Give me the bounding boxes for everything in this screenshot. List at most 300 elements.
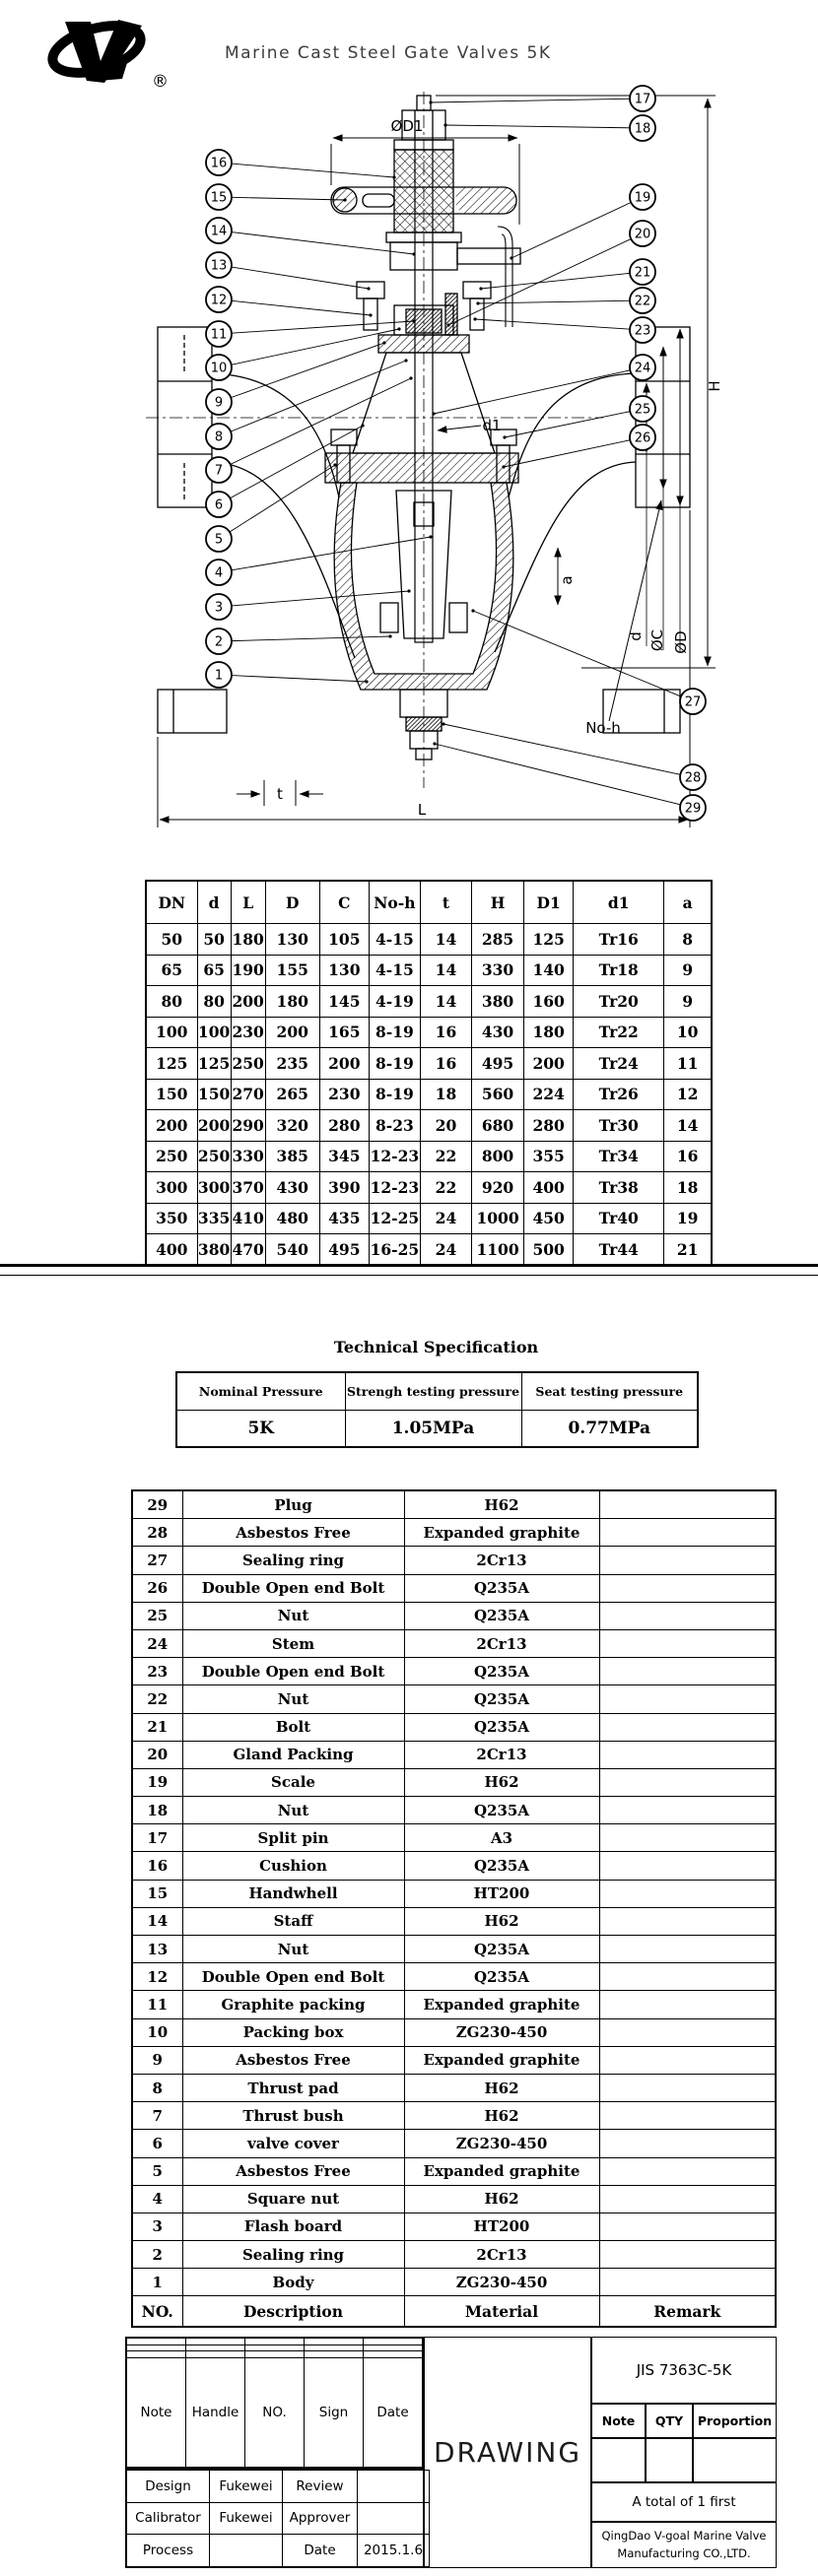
- dimension-row-cell: 230: [231, 1017, 265, 1048]
- gland-flange: [378, 335, 469, 353]
- parts-row-cell: 3: [132, 2213, 182, 2240]
- dimension-row-cell: 380: [197, 1234, 231, 1266]
- dimension-row-cell: 24: [420, 1203, 471, 1234]
- parts-row-cell: 1: [132, 2269, 182, 2296]
- dimension-row-cell: 8-19: [369, 1079, 420, 1110]
- parts-row-cell: Q235A: [404, 1713, 599, 1741]
- parts-row-cell: 19: [132, 1768, 182, 1796]
- dimension-row-cell: 200: [197, 1110, 231, 1142]
- dimension-row-cell: 14: [420, 955, 471, 986]
- parts-footer-row-cell: NO.: [132, 2296, 182, 2328]
- parts-row: [132, 1768, 776, 1796]
- dim-label-ØC: ØC: [648, 628, 666, 652]
- dimension-row-cell: 345: [319, 1141, 369, 1172]
- callout-number: 17: [634, 92, 651, 107]
- dimension-row-cell: 920: [472, 1172, 524, 1204]
- parts-row: [132, 1629, 776, 1657]
- callout-number: 6: [214, 497, 224, 513]
- parts-row-cell: 12: [132, 1963, 182, 1991]
- parts-footer-row-cell: Description: [182, 2296, 404, 2328]
- dimension-row: [146, 986, 712, 1018]
- dimension-row-cell: 480: [265, 1203, 319, 1234]
- dimension-row-cell: 330: [231, 1141, 265, 1172]
- dimension-row-cell: 390: [319, 1172, 369, 1204]
- spec-value-row-cell: 1.05MPa: [345, 1411, 521, 1448]
- dimension-row-cell: 160: [524, 986, 574, 1018]
- dimension-row-cell: 16: [664, 1141, 712, 1172]
- callout-number: 14: [210, 224, 228, 239]
- dimension-row-cell: 370: [231, 1172, 265, 1204]
- dimension-row-cell: 4-15: [369, 955, 420, 986]
- title-block-sign-row-cell: [358, 2471, 430, 2503]
- dimension-table: [145, 880, 713, 1267]
- parts-row: [132, 1490, 776, 1519]
- parts-row-cell: Q235A: [404, 1574, 599, 1602]
- parts-list-body: [132, 1490, 776, 2327]
- dimension-row-cell: 300: [197, 1172, 231, 1204]
- parts-row-cell: [599, 1768, 776, 1796]
- dimension-row-cell: 200: [146, 1110, 197, 1142]
- dimension-row-cell: 8-23: [369, 1110, 420, 1142]
- parts-row-cell: [599, 2018, 776, 2046]
- callout-number: 8: [214, 429, 224, 445]
- dimension-row-cell: 280: [319, 1110, 369, 1142]
- parts-row: [132, 1602, 776, 1629]
- spec-table-body: [176, 1411, 698, 1448]
- parts-row-cell: [599, 1547, 776, 1574]
- spec-header-row-cell: Nominal Pressure: [176, 1372, 345, 1411]
- parts-row-cell: ZG230-450: [404, 2018, 599, 2046]
- parts-row-cell: 2Cr13: [404, 2241, 599, 2269]
- parts-row-cell: 15: [132, 1880, 182, 1907]
- parts-row: [132, 1685, 776, 1713]
- dimension-row-cell: Tr16: [574, 924, 664, 956]
- dimension-row-cell: 4-19: [369, 986, 420, 1018]
- dimension-row-cell: 8-19: [369, 1048, 420, 1080]
- parts-row: [132, 1797, 776, 1824]
- dimension-row-cell: 350: [146, 1203, 197, 1234]
- dimension-row-cell: 4-15: [369, 924, 420, 956]
- parts-row: [132, 1824, 776, 1852]
- title-block-sign-row-cell: [210, 2535, 283, 2567]
- parts-row-cell: Asbestos Free: [182, 2046, 404, 2074]
- dimension-row-cell: 270: [231, 1079, 265, 1110]
- parts-row-cell: Asbestos Free: [182, 1519, 404, 1547]
- dimension-row-cell: 495: [472, 1048, 524, 1080]
- dim-label-No-h: No-h: [585, 719, 621, 737]
- dimension-row-cell: 12-23: [369, 1172, 420, 1204]
- parts-row-cell: ZG230-450: [404, 2269, 599, 2296]
- dimension-row-cell: 495: [319, 1234, 369, 1266]
- dimension-row-cell: 500: [524, 1234, 574, 1266]
- dim-label-d: d: [627, 631, 645, 641]
- callout-number: 29: [684, 801, 702, 817]
- parts-row-cell: Stem: [182, 1629, 404, 1657]
- dimension-row-cell: Tr38: [574, 1172, 664, 1204]
- parts-row-cell: H62: [404, 1907, 599, 1935]
- dimension-row-cell: 285: [472, 924, 524, 956]
- dimension-header-row-cell: d: [197, 881, 231, 924]
- dimension-row-cell: 200: [265, 1017, 319, 1048]
- callout-number: 18: [634, 121, 651, 137]
- parts-row-cell: [599, 1880, 776, 1907]
- dimension-row-cell: 80: [197, 986, 231, 1018]
- parts-row: [132, 2241, 776, 2269]
- callout-number: 26: [634, 430, 651, 446]
- dimension-row-cell: 180: [231, 924, 265, 956]
- dimension-row-cell: 12: [664, 1079, 712, 1110]
- parts-row-cell: HT200: [404, 2213, 599, 2240]
- page-separator-thick: [0, 1264, 818, 1267]
- qty-col-value: [646, 2438, 693, 2482]
- dimension-row-cell: 155: [265, 955, 319, 986]
- dimension-row-cell: Tr44: [574, 1234, 664, 1266]
- dim-label-ØD: ØD: [672, 630, 690, 654]
- dim-label-H: H: [706, 380, 723, 392]
- company-name: QingDao V-goal Marine Valve Manufacturing CO.,LTD.: [591, 2522, 777, 2568]
- dimension-row-cell: 14: [420, 924, 471, 956]
- dimension-row-cell: Tr18: [574, 955, 664, 986]
- dimension-row-cell: 385: [265, 1141, 319, 1172]
- parts-row: [132, 1713, 776, 1741]
- parts-row-cell: 27: [132, 1547, 182, 1574]
- dim-label-a: a: [558, 575, 576, 585]
- parts-row-cell: [599, 1602, 776, 1629]
- dimension-row-cell: 145: [319, 986, 369, 1018]
- parts-row: [132, 2185, 776, 2213]
- dimension-row-cell: 235: [265, 1048, 319, 1080]
- dimension-row-cell: 680: [472, 1110, 524, 1142]
- qty-col-label: QTY: [646, 2404, 693, 2438]
- dimension-row-cell: 125: [146, 1048, 197, 1080]
- parts-row-cell: Double Open end Bolt: [182, 1574, 404, 1602]
- dimension-row-cell: 65: [197, 955, 231, 986]
- parts-row-cell: Q235A: [404, 1658, 599, 1685]
- title-block-sign-grid: [126, 2470, 430, 2567]
- parts-row: [132, 1991, 776, 2018]
- callout-number: 24: [634, 361, 651, 376]
- parts-row-cell: [599, 1824, 776, 1852]
- spec-table: [175, 1371, 699, 1448]
- parts-row: [132, 1936, 776, 1963]
- proportion-col-label: Proportion: [693, 2404, 777, 2438]
- title-block-sign-row-cell: Process: [127, 2535, 210, 2567]
- dimension-row: [146, 1017, 712, 1048]
- dimension-row: [146, 1110, 712, 1142]
- title-block-header-row-cell: Note: [127, 2357, 186, 2467]
- parts-row: [132, 2269, 776, 2296]
- dimension-row-cell: 280: [524, 1110, 574, 1142]
- parts-row-cell: [599, 1907, 776, 1935]
- dimension-row-cell: Tr26: [574, 1079, 664, 1110]
- dimension-row-cell: 320: [265, 1110, 319, 1142]
- parts-row-cell: H62: [404, 2074, 599, 2101]
- callout-number: 27: [684, 694, 702, 710]
- dimension-row-cell: 100: [146, 1017, 197, 1048]
- parts-row: [132, 1519, 776, 1547]
- dimension-row-cell: 14: [664, 1110, 712, 1142]
- spec-table-header: [176, 1372, 698, 1411]
- parts-row-cell: Expanded graphite: [404, 1519, 599, 1547]
- dimension-row: [146, 1234, 712, 1266]
- parts-row-cell: Expanded graphite: [404, 2157, 599, 2185]
- title-block-header-row-cell: Sign: [305, 2357, 364, 2467]
- dimension-row-cell: 180: [524, 1017, 574, 1048]
- parts-row-cell: [599, 1741, 776, 1768]
- dimension-row-cell: 230: [319, 1079, 369, 1110]
- parts-row-cell: 26: [132, 1574, 182, 1602]
- title-block-header-row-cell: NO.: [245, 2357, 305, 2467]
- dimension-header-row-cell: L: [231, 881, 265, 924]
- dimension-row: [146, 1048, 712, 1080]
- parts-row: [132, 1880, 776, 1907]
- parts-row-cell: [599, 1713, 776, 1741]
- dimension-row-cell: Tr24: [574, 1048, 664, 1080]
- dimension-row-cell: 14: [420, 986, 471, 1018]
- parts-row-cell: 2Cr13: [404, 1547, 599, 1574]
- spec-header-row-cell: Seat testing pressure: [521, 1372, 698, 1411]
- parts-row-cell: Q235A: [404, 1602, 599, 1629]
- title-block-sign-row-cell: Fukewei: [210, 2471, 283, 2503]
- dimension-row-cell: 300: [146, 1172, 197, 1204]
- parts-row-cell: [599, 1685, 776, 1713]
- parts-row-cell: Gland Packing: [182, 1741, 404, 1768]
- dimension-row-cell: 10: [664, 1017, 712, 1048]
- parts-row-cell: H62: [404, 1490, 599, 1519]
- title-block-sign-row-cell: 2015.1.6: [358, 2535, 430, 2567]
- parts-row-cell: 23: [132, 1658, 182, 1685]
- parts-row-cell: Body: [182, 2269, 404, 2296]
- dimension-row-cell: 21: [664, 1234, 712, 1266]
- callout-number: 22: [634, 294, 651, 309]
- parts-row-cell: Packing box: [182, 2018, 404, 2046]
- parts-row: [132, 2102, 776, 2130]
- dimension-row-cell: 290: [231, 1110, 265, 1142]
- dimension-row-cell: 16: [420, 1017, 471, 1048]
- parts-row-cell: 5: [132, 2157, 182, 2185]
- dimension-row-cell: 100: [197, 1017, 231, 1048]
- dimension-row-cell: 540: [265, 1234, 319, 1266]
- dimension-row-cell: 9: [664, 986, 712, 1018]
- dim-label-L: L: [417, 801, 427, 819]
- parts-row-cell: Sealing ring: [182, 1547, 404, 1574]
- parts-row-cell: Double Open end Bolt: [182, 1963, 404, 1991]
- dimension-row-cell: 9: [664, 955, 712, 986]
- dimension-row-cell: Tr30: [574, 1110, 664, 1142]
- dimension-row-cell: 150: [197, 1079, 231, 1110]
- parts-row-cell: 10: [132, 2018, 182, 2046]
- parts-row-cell: [599, 2157, 776, 2185]
- dimension-row-cell: 470: [231, 1234, 265, 1266]
- dimension-row-cell: Tr40: [574, 1203, 664, 1234]
- dimension-table-body: [146, 924, 712, 1266]
- dimension-row-cell: 125: [524, 924, 574, 956]
- parts-row-cell: [599, 1574, 776, 1602]
- dimension-row-cell: 190: [231, 955, 265, 986]
- parts-row-cell: 14: [132, 1907, 182, 1935]
- dimension-row-cell: 450: [524, 1203, 574, 1234]
- callout-number: 15: [210, 190, 228, 206]
- parts-footer-row-cell: Material: [404, 2296, 599, 2328]
- dimension-row-cell: 165: [319, 1017, 369, 1048]
- dimension-row-cell: Tr22: [574, 1017, 664, 1048]
- parts-footer-row: [132, 2296, 776, 2328]
- dimension-header-row-cell: d1: [574, 881, 664, 924]
- page-title: Marine Cast Steel Gate Valves 5K: [225, 43, 552, 63]
- parts-row-cell: Double Open end Bolt: [182, 1658, 404, 1685]
- dimension-header-row-cell: H: [472, 881, 524, 924]
- parts-row: [132, 1547, 776, 1574]
- callout-number: 19: [634, 190, 651, 206]
- title-block-sign-row-cell: Design: [127, 2471, 210, 2503]
- parts-row-cell: Square nut: [182, 2185, 404, 2213]
- dimension-row-cell: 50: [197, 924, 231, 956]
- parts-row-cell: [599, 1490, 776, 1519]
- callout-number: 2: [214, 634, 224, 650]
- dimension-row-cell: 330: [472, 955, 524, 986]
- dimension-header-row-cell: D: [265, 881, 319, 924]
- title-block-sign-row-cell: Date: [283, 2535, 358, 2567]
- dimension-row: [146, 924, 712, 956]
- callout-number: 1: [214, 668, 224, 684]
- note-col-label: Note: [591, 2404, 646, 2438]
- dimension-row-cell: 355: [524, 1141, 574, 1172]
- parts-row-cell: Nut: [182, 1685, 404, 1713]
- parts-row-cell: 28: [132, 1519, 182, 1547]
- parts-row-cell: [599, 2269, 776, 2296]
- parts-row: [132, 1741, 776, 1768]
- parts-row-cell: 4: [132, 2185, 182, 2213]
- parts-row-cell: [599, 1629, 776, 1657]
- callout-number: 28: [684, 770, 702, 786]
- callout-number: 11: [210, 327, 228, 343]
- parts-row-cell: Q235A: [404, 1685, 599, 1713]
- parts-row-cell: A3: [404, 1824, 599, 1852]
- dimension-row-cell: 1000: [472, 1203, 524, 1234]
- parts-row-cell: Asbestos Free: [182, 2157, 404, 2185]
- parts-row-cell: [599, 2046, 776, 2074]
- dimension-row-cell: 130: [319, 955, 369, 986]
- sheet-total-label: A total of 1 first: [591, 2482, 777, 2522]
- parts-row: [132, 2018, 776, 2046]
- dim-label-d1: d1: [482, 417, 502, 434]
- parts-row: [132, 1907, 776, 1935]
- dimension-row-cell: 8: [664, 924, 712, 956]
- registered-icon: ®: [152, 72, 169, 92]
- callout-number: 12: [210, 293, 228, 308]
- bonnet-flange: [325, 453, 518, 483]
- dimension-row-cell: 380: [472, 986, 524, 1018]
- parts-row: [132, 1574, 776, 1602]
- parts-list-table: [131, 1489, 777, 2328]
- dimension-row-cell: 130: [265, 924, 319, 956]
- dimension-row-cell: 200: [524, 1048, 574, 1080]
- callout-number: 5: [214, 532, 224, 548]
- dimension-row: [146, 955, 712, 986]
- dimension-header-row-cell: t: [420, 881, 471, 924]
- callout-number: 9: [214, 395, 224, 411]
- parts-row-cell: Q235A: [404, 1936, 599, 1963]
- parts-row-cell: 13: [132, 1936, 182, 1963]
- dimension-row: [146, 1141, 712, 1172]
- parts-row-cell: Expanded graphite: [404, 1991, 599, 2018]
- drawing-label: DRAWING: [433, 2436, 582, 2469]
- callout-number: 10: [210, 361, 228, 376]
- parts-row-cell: 16: [132, 1852, 182, 1880]
- dimension-row-cell: 125: [197, 1048, 231, 1080]
- dimension-row-cell: 800: [472, 1141, 524, 1172]
- dimension-row-cell: 16-25: [369, 1234, 420, 1266]
- dimension-header-row-cell: C: [319, 881, 369, 924]
- parts-row-cell: Q235A: [404, 1963, 599, 1991]
- title-block-header-row: [127, 2357, 423, 2467]
- body-wall: [334, 483, 513, 690]
- callout-number: 3: [214, 600, 224, 616]
- parts-row-cell: [599, 1963, 776, 1991]
- parts-row: [132, 1658, 776, 1685]
- parts-row-cell: [599, 2241, 776, 2269]
- dimension-header-row-cell: a: [664, 881, 712, 924]
- dimension-row-cell: 22: [420, 1141, 471, 1172]
- parts-row-cell: Plug: [182, 1490, 404, 1519]
- dimension-row-cell: 12-25: [369, 1203, 420, 1234]
- dimension-row-cell: 200: [319, 1048, 369, 1080]
- parts-row-cell: Q235A: [404, 1852, 599, 1880]
- callout-number: 13: [210, 258, 228, 274]
- parts-row-cell: [599, 1936, 776, 1963]
- title-block-sign-row: [127, 2535, 430, 2567]
- parts-row-cell: Graphite packing: [182, 1991, 404, 2018]
- left-foot: [158, 690, 227, 733]
- parts-row-cell: [599, 1852, 776, 1880]
- parts-row-cell: [599, 2102, 776, 2130]
- dimension-row-cell: 250: [146, 1141, 197, 1172]
- dimension-row-cell: 200: [231, 986, 265, 1018]
- proportion-col-value: [693, 2438, 777, 2482]
- title-block-sign-row-cell: Calibrator: [127, 2502, 210, 2535]
- parts-row-cell: Thrust pad: [182, 2074, 404, 2101]
- dimension-row-cell: 8-19: [369, 1017, 420, 1048]
- callout-number: 4: [214, 565, 224, 581]
- dimension-row-cell: 22: [420, 1172, 471, 1204]
- parts-row-cell: [599, 2213, 776, 2240]
- parts-footer-row-cell: Remark: [599, 2296, 776, 2328]
- dimension-row-cell: 140: [524, 955, 574, 986]
- parts-row-cell: Bolt: [182, 1713, 404, 1741]
- parts-row-cell: 29: [132, 1490, 182, 1519]
- parts-row-cell: Cushion: [182, 1852, 404, 1880]
- parts-row-cell: 8: [132, 2074, 182, 2101]
- parts-row-cell: Nut: [182, 1936, 404, 1963]
- dimension-row-cell: 250: [197, 1141, 231, 1172]
- spec-value-row: [176, 1411, 698, 1448]
- dimension-row-cell: 18: [664, 1172, 712, 1204]
- parts-row: [132, 1963, 776, 1991]
- dim-label-t: t: [277, 785, 283, 803]
- parts-row-cell: Flash board: [182, 2213, 404, 2240]
- dimension-row-cell: 105: [319, 924, 369, 956]
- parts-row-cell: 25: [132, 1602, 182, 1629]
- callout-number: 7: [214, 463, 224, 479]
- parts-row-cell: [599, 2185, 776, 2213]
- callout-number: 21: [634, 265, 651, 281]
- spec-header-row-cell: Strengh testing pressure: [345, 1372, 521, 1411]
- handwheel-hub: [394, 150, 453, 232]
- callout-number: 23: [634, 323, 651, 339]
- parts-row: [132, 2130, 776, 2157]
- dimension-row-cell: 430: [472, 1017, 524, 1048]
- spec-title: Technical Specification: [333, 1338, 539, 1356]
